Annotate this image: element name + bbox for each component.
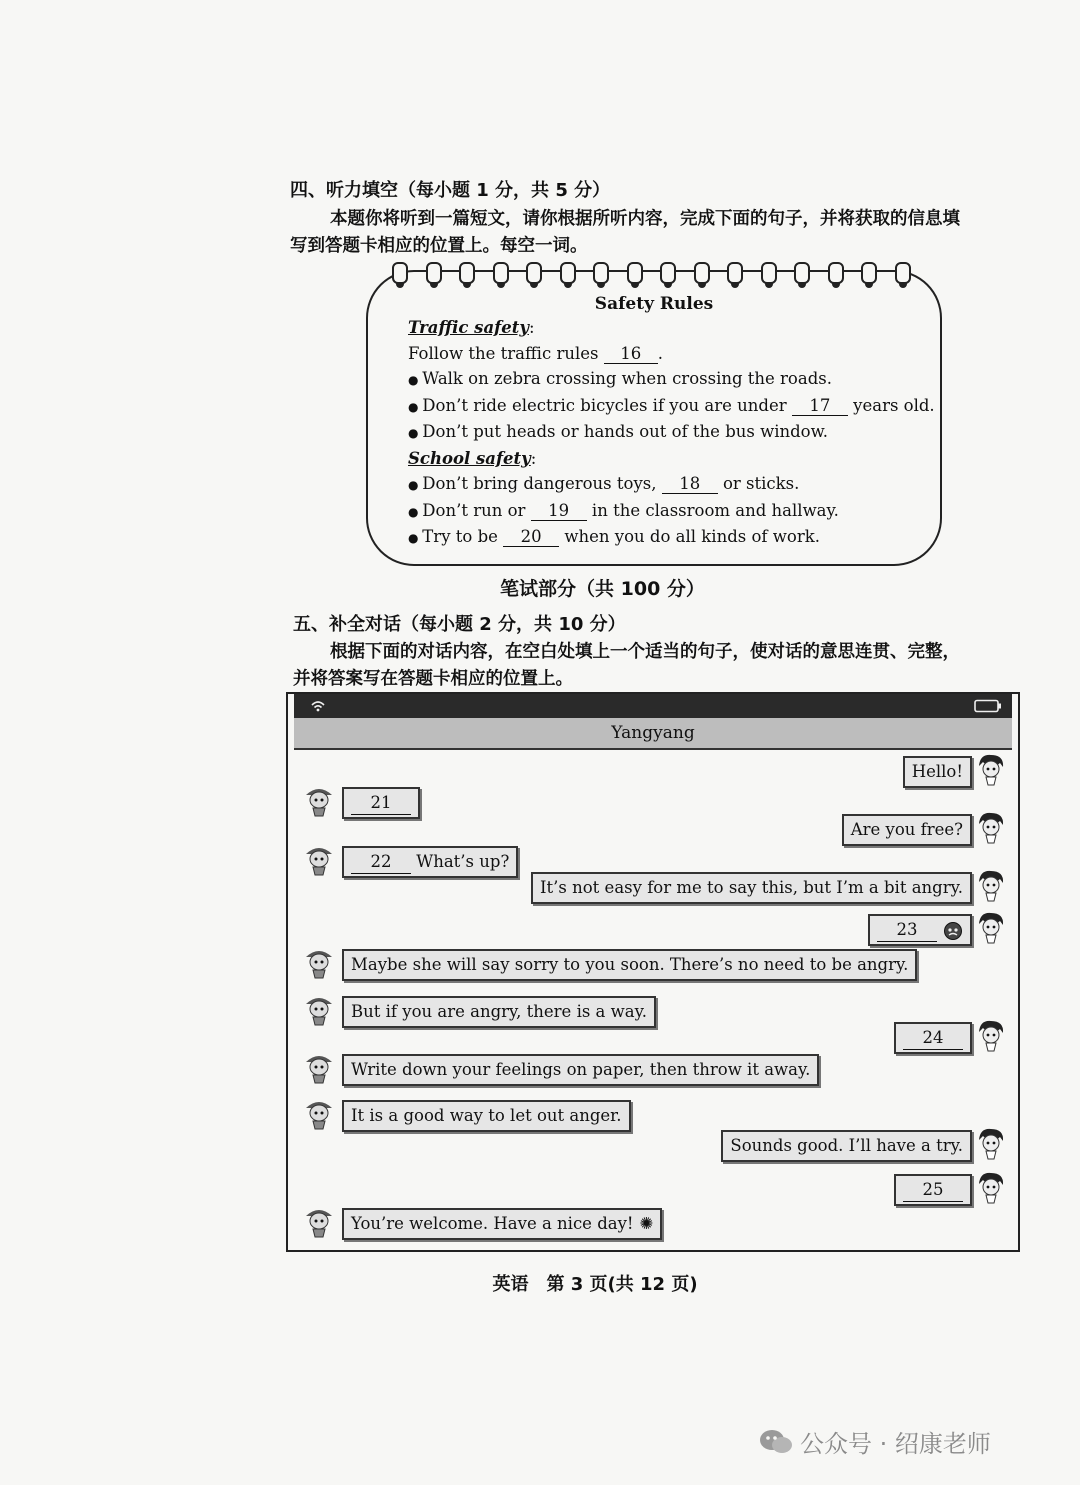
chat-bubble (842, 814, 972, 846)
friend-avatar-icon (302, 1096, 336, 1132)
notebook-ring (660, 262, 676, 284)
written-part-title: 笔试部分（共 100 分） (500, 578, 705, 600)
notebook-ring (727, 262, 743, 284)
traffic-safety-colon: : (528, 318, 535, 337)
chat-bubble-text: Write down your feelings on paper, then throw it away. (351, 1060, 811, 1079)
safety-rules-notebook (366, 270, 942, 566)
friend-avatar-icon (302, 945, 336, 981)
chat-bubble (894, 1174, 972, 1206)
notebook-ring (761, 262, 777, 284)
wechat-logo-icon (758, 1427, 794, 1461)
bullet-text: Don’t ride electric bicycles if you are under (422, 395, 787, 415)
notebook-ring (560, 262, 576, 284)
bullet-text: Try to be (422, 527, 498, 546)
bullet-item (408, 501, 839, 521)
battery-icon (974, 699, 1002, 713)
bullet-text: Walk on zebra crossing when crossing the roads. (422, 369, 832, 388)
school-safety-heading: School safety (408, 449, 531, 468)
friend-avatar-icon (302, 1204, 336, 1240)
blank-21: 21 (351, 792, 411, 815)
notebook-ring (426, 262, 442, 284)
bullet-icon: ● (408, 426, 423, 440)
notebook-ring (828, 262, 844, 284)
yangyang-avatar-icon (974, 868, 1008, 904)
bullet-item (408, 527, 820, 547)
notebook-ring (895, 262, 911, 284)
friend-avatar-icon (302, 1050, 336, 1086)
bullet-text-end: when you do all kinds of work. (564, 527, 820, 546)
chat-bubble (894, 1022, 972, 1054)
bullet-item (408, 422, 828, 441)
bullet-item (408, 369, 832, 388)
bullet-item (408, 474, 799, 494)
bullet-text: Don’t put heads or hands out of the bus window. (422, 422, 829, 441)
traffic-safety-heading: Traffic safety (408, 318, 529, 337)
chat-bubble (342, 949, 917, 981)
section4-instruction-line1: 本题你将听到一篇短文，请你根据所听内容，完成下面的句子，并将获取的信息填 (330, 209, 960, 229)
blank-22: 22 (351, 851, 411, 874)
bullet-text: Don’t run or (422, 500, 526, 520)
sparkle-icon: ✺ (639, 1214, 654, 1233)
chat-bubble-text: But if you are angry, there is a way. (351, 1002, 647, 1021)
notebook-ring (694, 262, 710, 284)
traffic-intro (408, 344, 663, 364)
notebook-ring (392, 262, 408, 284)
bullet-item (408, 396, 935, 416)
yangyang-avatar-icon (974, 752, 1008, 788)
watermark-text: 公众号 · 绍康老师 (800, 1430, 991, 1458)
yangyang-avatar-icon (974, 810, 1008, 846)
bullet-text-end: or sticks. (722, 474, 800, 493)
notebook-ring (861, 262, 877, 284)
bullet-icon: ● (408, 504, 423, 519)
bullet-icon: ● (408, 531, 423, 545)
school-safety-colon: : (530, 449, 537, 468)
chat-bubble (721, 1130, 972, 1162)
blank-23: 23 (877, 919, 937, 942)
traffic-intro-text: Follow the traffic rules (408, 344, 599, 363)
bullet-icon: ● (408, 478, 423, 492)
blank-25: 25 (903, 1179, 963, 1202)
page-footer: 英语 第 3 页(共 12 页) (492, 1274, 698, 1295)
friend-avatar-icon (302, 992, 336, 1028)
notebook-ring (593, 262, 609, 284)
yangyang-avatar-icon (974, 910, 1008, 946)
chat-bubble (342, 1100, 631, 1132)
bullet-icon: ● (408, 373, 423, 387)
notebook-ring (526, 262, 542, 284)
friend-avatar-icon (302, 783, 336, 819)
traffic-intro-end: . (657, 344, 663, 363)
section4-instruction-line2: 写到答题卡相应的位置上。每空一词。 (290, 236, 588, 256)
notebook-ring (627, 262, 643, 284)
bullet-icon: ● (408, 399, 423, 414)
chat-bubble (531, 872, 972, 904)
chat-bubble (342, 846, 518, 878)
yangyang-avatar-icon (974, 1018, 1008, 1054)
angry-emoji-icon (943, 920, 963, 939)
traffic-safety-heading-row (408, 318, 535, 337)
chat-bubble-text: It’s not easy for me to say this, but I’m a bit angry. (540, 878, 963, 897)
notebook-title: Safety Rules (594, 294, 714, 314)
wifi-icon (310, 699, 326, 713)
chat-bubble-text: You’re welcome. Have a nice day! (351, 1214, 634, 1233)
chat-bubble-text: What’s up? (416, 852, 510, 871)
chat-bubble (903, 756, 972, 788)
chat-bubble (342, 996, 656, 1028)
blank-16: 16 (604, 344, 658, 364)
section5-instruction-line2: 并将答案写在答题卡相应的位置上。 (293, 669, 573, 689)
status-bar (294, 694, 1012, 718)
bullet-text-end: years old. (853, 395, 935, 415)
yangyang-avatar-icon (974, 1126, 1008, 1162)
bullet-text: Don’t bring dangerous toys, (422, 474, 657, 493)
notebook-ring (493, 262, 509, 284)
blank-20: 20 (503, 527, 559, 547)
chat-bubble-text: It is a good way to let out anger. (351, 1106, 622, 1125)
section5-instruction-line1: 根据下面的对话内容，在空白处填上一个适当的句子，使对话的意思连贯、完整， (330, 642, 960, 662)
blank-18: 18 (662, 474, 718, 494)
yangyang-avatar-icon (974, 1170, 1008, 1206)
notebook-ring (794, 262, 810, 284)
chat-bubble (342, 1208, 662, 1240)
chat-bubble-text: Are you free? (850, 820, 963, 839)
chat-phone-frame (286, 692, 1020, 1252)
bullet-text-end: in the classroom and hallway. (591, 500, 839, 520)
chat-bubble-text: Maybe she will say sorry to you soon. There’s no need to be angry. (351, 955, 909, 974)
blank-19: 19 (531, 501, 587, 521)
chat-bubble-text: Sounds good. I’ll have a try. (730, 1136, 963, 1155)
chat-bubble (342, 1054, 819, 1086)
blank-17: 17 (792, 396, 848, 416)
section5-heading: 五、补全对话（每小题 2 分，共 10 分） (293, 614, 626, 635)
section4-heading: 四、听力填空（每小题 1 分，共 5 分） (290, 180, 611, 201)
chat-bubble (868, 914, 972, 946)
chat-bubble (342, 787, 420, 819)
blank-24: 24 (903, 1027, 963, 1050)
chat-bubble-text: Hello! (911, 762, 963, 781)
notebook-ring (459, 262, 475, 284)
friend-avatar-icon (302, 842, 336, 878)
school-safety-heading-row (408, 449, 536, 468)
chat-title: Yangyang (294, 718, 1012, 750)
